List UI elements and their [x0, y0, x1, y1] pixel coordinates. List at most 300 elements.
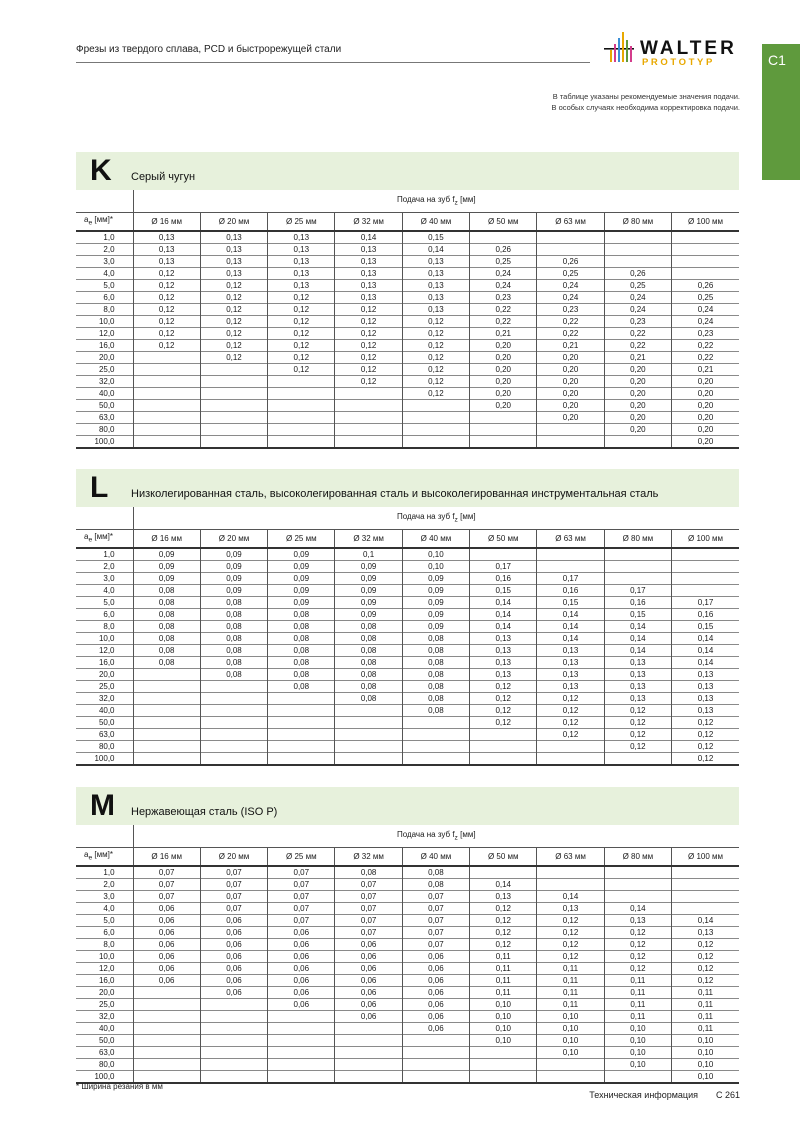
feed-value-cell: 0,24	[672, 304, 739, 316]
feed-value-cell: 0,06	[402, 975, 469, 987]
feed-value-cell: 0,08	[268, 621, 335, 633]
feed-value-cell	[672, 548, 739, 561]
feed-value-cell	[537, 1071, 604, 1084]
diameter-column-header: Ø 32 мм	[335, 212, 402, 231]
feed-value-cell: 0,12	[200, 280, 267, 292]
ae-value-cell: 8,0	[76, 304, 133, 316]
feed-value-cell: 0,12	[672, 963, 739, 975]
diameter-column-header: Ø 40 мм	[402, 212, 469, 231]
feed-value-cell: 0,13	[200, 256, 267, 268]
feed-value-cell	[133, 753, 200, 766]
feed-value-cell: 0,21	[537, 340, 604, 352]
material-letter: K	[90, 154, 112, 187]
feed-value-cell: 0,07	[402, 939, 469, 951]
ae-unit: [мм]*	[92, 532, 113, 542]
feed-value-cell: 0,08	[268, 633, 335, 645]
feed-value-cell: 0,07	[133, 879, 200, 891]
page-number: C 261	[715, 1090, 740, 1100]
table-row	[76, 340, 739, 352]
feed-value-cell	[200, 436, 267, 449]
feed-value-cell	[200, 1035, 267, 1047]
feed-value-cell: 0,06	[133, 903, 200, 915]
feed-value-cell: 0,12	[133, 280, 200, 292]
feed-value-cell: 0,06	[200, 927, 267, 939]
feed-value-cell: 0,12	[402, 364, 469, 376]
feed-value-cell: 0,24	[537, 292, 604, 304]
feed-value-cell: 0,12	[672, 741, 739, 753]
page-footer	[589, 1090, 740, 1100]
feed-value-cell: 0,09	[268, 585, 335, 597]
feed-value-cell	[335, 400, 402, 412]
feed-value-cell: 0,14	[537, 621, 604, 633]
table-row	[76, 376, 739, 388]
feed-value-cell: 0,09	[335, 585, 402, 597]
feed-value-cell: 0,26	[604, 268, 671, 280]
feed-value-cell: 0,13	[335, 256, 402, 268]
ae-label: a	[84, 532, 89, 542]
table-row	[76, 951, 739, 963]
ae-value-cell: 6,0	[76, 927, 133, 939]
feed-header-subscript: z	[454, 516, 458, 524]
note-line-1: В таблице указаны рекомендуемые значения подачи.	[552, 92, 740, 101]
feed-value-cell	[133, 1047, 200, 1059]
feed-value-cell	[537, 424, 604, 436]
feed-value-cell: 0,11	[537, 975, 604, 987]
feed-value-cell: 0,15	[672, 621, 739, 633]
ae-value-cell: 25,0	[76, 364, 133, 376]
feed-value-cell: 0,08	[133, 597, 200, 609]
table-row	[76, 939, 739, 951]
feed-value-cell: 0,07	[268, 891, 335, 903]
feed-value-cell: 0,21	[604, 352, 671, 364]
diameter-column-header: Ø 40 мм	[402, 847, 469, 866]
header-rule	[76, 62, 590, 63]
feed-value-cell	[335, 412, 402, 424]
feed-value-cell: 0,06	[335, 987, 402, 999]
diameter-column-header: Ø 80 мм	[604, 529, 671, 548]
feed-value-cell	[268, 753, 335, 766]
feed-value-cell: 0,14	[604, 645, 671, 657]
feed-value-cell: 0,20	[604, 364, 671, 376]
feed-value-cell	[133, 741, 200, 753]
feed-value-cell: 0,16	[470, 573, 537, 585]
feed-value-cell: 0,20	[672, 436, 739, 449]
feed-value-cell	[268, 400, 335, 412]
feed-value-cell: 0,12	[537, 915, 604, 927]
diameter-column-header: Ø 25 мм	[268, 212, 335, 231]
feed-value-cell: 0,13	[402, 304, 469, 316]
feed-value-cell: 0,10	[537, 1023, 604, 1035]
feed-value-cell: 0,12	[335, 304, 402, 316]
feed-value-cell: 0,12	[537, 927, 604, 939]
feed-value-cell	[200, 999, 267, 1011]
logo-bars-icon	[604, 30, 636, 72]
feed-value-cell	[133, 364, 200, 376]
feed-value-cell: 0,24	[672, 316, 739, 328]
feed-value-cell	[470, 1059, 537, 1071]
table-row	[76, 1011, 739, 1023]
feed-value-cell: 0,20	[604, 376, 671, 388]
feed-value-cell: 0,08	[200, 657, 267, 669]
diameter-column-header: Ø 50 мм	[470, 212, 537, 231]
feed-value-cell: 0,08	[133, 609, 200, 621]
feed-value-cell	[268, 376, 335, 388]
feed-value-cell: 0,08	[402, 705, 469, 717]
feed-value-cell: 0,10	[604, 1047, 671, 1059]
material-band	[76, 469, 739, 507]
feed-value-cell: 0,09	[268, 573, 335, 585]
feed-value-cell: 0,12	[402, 376, 469, 388]
feed-value-cell	[604, 256, 671, 268]
feed-value-cell	[537, 741, 604, 753]
feed-value-cell: 0,09	[133, 561, 200, 573]
table-row	[76, 741, 739, 753]
feed-value-cell: 0,11	[470, 975, 537, 987]
feed-value-cell: 0,13	[604, 693, 671, 705]
feed-value-cell: 0,13	[402, 280, 469, 292]
feed-value-cell	[537, 866, 604, 879]
feed-value-cell: 0,09	[402, 597, 469, 609]
feed-value-cell: 0,16	[672, 609, 739, 621]
feed-value-cell	[268, 424, 335, 436]
feed-value-cell: 0,15	[604, 609, 671, 621]
feed-value-cell: 0,08	[200, 609, 267, 621]
feed-value-cell	[335, 717, 402, 729]
feed-value-cell: 0,15	[470, 585, 537, 597]
feed-value-cell: 0,21	[672, 364, 739, 376]
feed-value-cell	[133, 987, 200, 999]
feed-value-cell: 0,12	[133, 304, 200, 316]
feed-value-cell: 0,13	[133, 231, 200, 244]
ae-value-cell: 8,0	[76, 939, 133, 951]
table-row	[76, 987, 739, 999]
feed-value-cell: 0,16	[604, 597, 671, 609]
ae-value-cell: 1,0	[76, 231, 133, 244]
feed-value-cell: 0,06	[268, 999, 335, 1011]
feed-value-cell	[470, 548, 537, 561]
feed-value-cell: 0,07	[268, 915, 335, 927]
feed-value-cell	[335, 1023, 402, 1035]
feed-header-unit: [мм]	[457, 194, 476, 204]
feed-value-cell	[133, 681, 200, 693]
feed-value-cell: 0,08	[402, 633, 469, 645]
feed-value-cell: 0,08	[402, 879, 469, 891]
feed-value-cell	[268, 436, 335, 449]
feed-value-cell: 0,24	[470, 268, 537, 280]
diameter-header-row	[76, 529, 739, 548]
feed-value-cell	[133, 705, 200, 717]
feed-value-cell: 0,13	[268, 256, 335, 268]
feed-value-cell: 0,09	[268, 548, 335, 561]
feed-value-cell	[672, 256, 739, 268]
feed-value-cell: 0,09	[402, 573, 469, 585]
feed-value-cell: 0,20	[470, 340, 537, 352]
feed-value-cell: 0,08	[335, 657, 402, 669]
feed-table	[76, 190, 739, 449]
feed-value-cell: 0,15	[537, 597, 604, 609]
feed-value-cell	[672, 866, 739, 879]
feed-value-cell: 0,13	[268, 280, 335, 292]
feed-value-cell: 0,17	[604, 585, 671, 597]
ae-value-cell: 4,0	[76, 585, 133, 597]
feed-value-cell: 0,17	[537, 573, 604, 585]
feed-value-cell: 0,20	[470, 364, 537, 376]
ae-value-cell: 2,0	[76, 879, 133, 891]
ae-unit: [мм]*	[92, 850, 113, 860]
feed-value-cell: 0,24	[604, 292, 671, 304]
feed-value-cell: 0,07	[402, 903, 469, 915]
feed-value-cell: 0,06	[335, 975, 402, 987]
feed-value-cell: 0,12	[672, 729, 739, 741]
feed-value-cell	[402, 1047, 469, 1059]
feed-value-cell	[133, 376, 200, 388]
feed-value-cell: 0,14	[672, 645, 739, 657]
feed-value-cell	[537, 548, 604, 561]
feed-value-cell: 0,07	[335, 915, 402, 927]
table-row	[76, 866, 739, 879]
feed-value-cell: 0,06	[268, 963, 335, 975]
feed-value-cell: 0,11	[470, 987, 537, 999]
feed-value-cell	[268, 1023, 335, 1035]
feed-value-cell: 0,13	[604, 657, 671, 669]
feed-value-cell: 0,20	[672, 400, 739, 412]
feed-value-cell: 0,08	[335, 681, 402, 693]
ae-value-cell: 4,0	[76, 268, 133, 280]
feed-value-cell: 0,08	[402, 693, 469, 705]
feed-value-cell	[470, 412, 537, 424]
feed-value-cell: 0,20	[537, 388, 604, 400]
section-tab-label: C1	[768, 52, 786, 68]
ae-value-cell: 80,0	[76, 741, 133, 753]
feed-value-cell	[268, 388, 335, 400]
feed-value-cell: 0,12	[335, 352, 402, 364]
feed-value-cell: 0,14	[672, 915, 739, 927]
feed-value-cell: 0,06	[402, 963, 469, 975]
feed-per-tooth-header	[133, 190, 739, 212]
feed-value-cell: 0,13	[335, 280, 402, 292]
feed-value-cell: 0,12	[133, 316, 200, 328]
feed-value-cell: 0,09	[200, 548, 267, 561]
feed-value-cell: 0,12	[672, 951, 739, 963]
feed-value-cell: 0,08	[200, 645, 267, 657]
feed-value-cell	[470, 741, 537, 753]
diameter-column-header: Ø 50 мм	[470, 529, 537, 548]
feed-value-cell	[672, 573, 739, 585]
feed-value-cell: 0,11	[672, 1023, 739, 1035]
table-row	[76, 412, 739, 424]
feed-table	[76, 825, 739, 1084]
feed-value-cell	[470, 1047, 537, 1059]
feed-value-cell	[470, 231, 537, 244]
table-row	[76, 231, 739, 244]
table-row	[76, 244, 739, 256]
feed-value-cell: 0,06	[402, 1011, 469, 1023]
feed-value-cell: 0,12	[604, 705, 671, 717]
feed-value-cell: 0,26	[537, 256, 604, 268]
feed-value-cell: 0,14	[672, 633, 739, 645]
ae-subscript: e	[88, 855, 93, 863]
feed-value-cell: 0,13	[672, 927, 739, 939]
feed-value-cell: 0,07	[133, 891, 200, 903]
feed-value-cell: 0,12	[200, 304, 267, 316]
feed-value-cell: 0,17	[672, 597, 739, 609]
feed-value-cell: 0,12	[268, 328, 335, 340]
diameter-column-header: Ø 63 мм	[537, 529, 604, 548]
feed-value-cell: 0,10	[672, 1059, 739, 1071]
diameter-column-header: Ø 100 мм	[672, 529, 739, 548]
ae-value-cell: 32,0	[76, 1011, 133, 1023]
material-title: Низколегированная сталь, высоколегированная сталь и высоколегированная инструментальная сталь	[131, 488, 659, 500]
ae-value-cell: 1,0	[76, 866, 133, 879]
feed-value-cell: 0,20	[604, 388, 671, 400]
feed-value-cell: 0,11	[604, 1011, 671, 1023]
feed-value-cell	[335, 1071, 402, 1084]
feed-value-cell: 0,13	[672, 693, 739, 705]
feed-value-cell: 0,12	[200, 328, 267, 340]
feed-value-cell: 0,25	[604, 280, 671, 292]
feed-value-cell	[402, 753, 469, 766]
ae-value-cell: 1,0	[76, 548, 133, 561]
feed-value-cell: 0,12	[268, 364, 335, 376]
feed-value-cell: 0,06	[200, 915, 267, 927]
feed-header-subscript: z	[454, 834, 458, 842]
feed-value-cell	[335, 436, 402, 449]
feed-value-cell	[133, 436, 200, 449]
ae-value-cell: 20,0	[76, 669, 133, 681]
ae-value-cell: 63,0	[76, 729, 133, 741]
ae-value-cell: 40,0	[76, 1023, 133, 1035]
table-row	[76, 1023, 739, 1035]
feed-value-cell: 0,10	[402, 561, 469, 573]
feed-value-cell: 0,06	[335, 939, 402, 951]
feed-value-cell: 0,07	[268, 903, 335, 915]
feed-per-tooth-header	[133, 507, 739, 529]
feed-value-cell: 0,06	[268, 927, 335, 939]
ae-value-cell: 8,0	[76, 621, 133, 633]
table-row	[76, 693, 739, 705]
feed-value-cell: 0,26	[470, 244, 537, 256]
feed-value-cell	[672, 561, 739, 573]
feed-header-row	[76, 507, 739, 529]
table-row	[76, 597, 739, 609]
table-row	[76, 585, 739, 597]
feed-header-text: Подача на зуб f	[396, 511, 455, 521]
feed-value-cell: 0,06	[268, 939, 335, 951]
feed-value-cell: 0,14	[537, 891, 604, 903]
feed-value-cell: 0,08	[268, 645, 335, 657]
feed-value-cell	[470, 436, 537, 449]
ae-value-cell: 80,0	[76, 1059, 133, 1071]
diameter-column-header: Ø 40 мм	[402, 529, 469, 548]
feed-value-cell	[268, 729, 335, 741]
feed-value-cell: 0,20	[672, 412, 739, 424]
table-row	[76, 561, 739, 573]
ae-value-cell: 80,0	[76, 424, 133, 436]
feed-value-cell: 0,12	[133, 340, 200, 352]
section-tab[interactable]	[762, 44, 800, 180]
feed-value-cell: 0,07	[200, 866, 267, 879]
feed-value-cell: 0,09	[402, 609, 469, 621]
feed-value-cell: 0,24	[604, 304, 671, 316]
feed-value-cell: 0,09	[133, 548, 200, 561]
feed-value-cell: 0,13	[672, 705, 739, 717]
ae-value-cell: 5,0	[76, 280, 133, 292]
feed-value-cell	[335, 705, 402, 717]
diameter-column-header: Ø 100 мм	[672, 847, 739, 866]
feed-value-cell: 0,13	[470, 645, 537, 657]
feed-value-cell: 0,12	[470, 705, 537, 717]
feed-value-cell: 0,20	[672, 388, 739, 400]
feed-value-cell	[672, 585, 739, 597]
feed-value-cell: 0,08	[402, 645, 469, 657]
feed-value-cell: 0,12	[470, 927, 537, 939]
feed-value-cell: 0,26	[672, 280, 739, 292]
feed-value-cell: 0,12	[604, 963, 671, 975]
feed-value-cell: 0,12	[537, 951, 604, 963]
feed-value-cell	[133, 1023, 200, 1035]
feed-value-cell: 0,06	[133, 963, 200, 975]
feed-value-cell	[537, 436, 604, 449]
header-spacer	[76, 507, 133, 529]
feed-value-cell	[133, 669, 200, 681]
feed-value-cell: 0,13	[335, 292, 402, 304]
feed-value-cell: 0,13	[470, 657, 537, 669]
feed-value-cell: 0,06	[335, 951, 402, 963]
feed-value-cell: 0,09	[200, 561, 267, 573]
feed-value-cell: 0,10	[402, 548, 469, 561]
ae-value-cell: 12,0	[76, 645, 133, 657]
ae-value-cell: 5,0	[76, 915, 133, 927]
table-row	[76, 705, 739, 717]
feed-value-cell: 0,12	[604, 717, 671, 729]
feed-value-cell: 0,07	[402, 891, 469, 903]
feed-value-cell: 0,13	[402, 292, 469, 304]
feed-value-cell: 0,14	[537, 633, 604, 645]
material-section-m	[76, 787, 739, 1084]
ae-value-cell: 63,0	[76, 412, 133, 424]
feed-value-cell	[537, 1059, 604, 1071]
feed-value-cell: 0,20	[537, 376, 604, 388]
ae-header	[76, 212, 133, 231]
diameter-header-row	[76, 847, 739, 866]
table-row	[76, 681, 739, 693]
feed-value-cell: 0,24	[537, 280, 604, 292]
table-row	[76, 717, 739, 729]
ae-subscript: e	[88, 537, 93, 545]
feed-value-cell	[604, 436, 671, 449]
feed-value-cell	[402, 412, 469, 424]
feed-value-cell: 0,12	[402, 340, 469, 352]
diameter-column-header: Ø 20 мм	[200, 847, 267, 866]
ae-header	[76, 847, 133, 866]
feed-value-cell: 0,13	[402, 256, 469, 268]
feed-value-cell: 0,12	[133, 328, 200, 340]
ae-value-cell: 32,0	[76, 693, 133, 705]
feed-value-cell	[335, 753, 402, 766]
feed-value-cell: 0,20	[537, 364, 604, 376]
feed-value-cell: 0,22	[604, 328, 671, 340]
feed-value-cell: 0,12	[672, 939, 739, 951]
feed-value-cell	[200, 729, 267, 741]
feed-value-cell: 0,13	[537, 681, 604, 693]
feed-value-cell: 0,23	[604, 316, 671, 328]
feed-value-cell: 0,13	[470, 669, 537, 681]
table-row	[76, 328, 739, 340]
diameter-header-row	[76, 212, 739, 231]
feed-value-cell	[604, 1071, 671, 1084]
feed-value-cell: 0,07	[402, 915, 469, 927]
feed-value-cell: 0,11	[604, 999, 671, 1011]
